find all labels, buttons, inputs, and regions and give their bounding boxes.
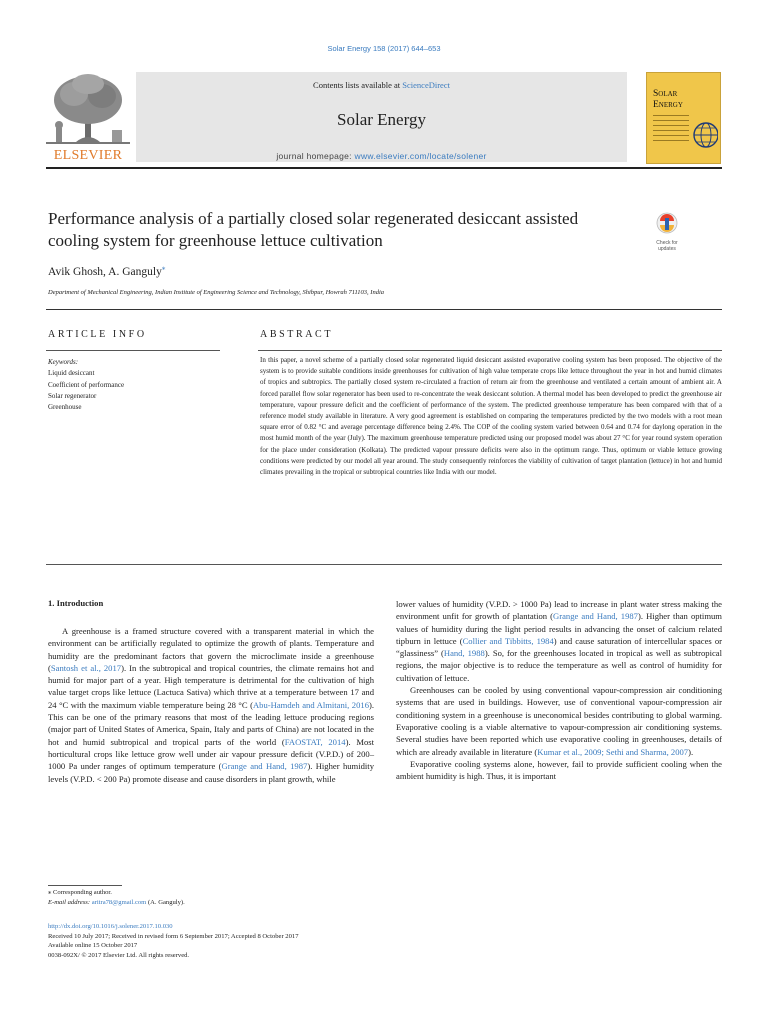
citation-link[interactable]: Kumar et al., 2009; Sethi and Sharma, 2007 (537, 746, 689, 757)
keyword-item: Liquid desiccant (48, 369, 95, 378)
citation-link[interactable]: Hand, 1988 (443, 648, 485, 659)
email-line (48, 898, 185, 908)
intro-paragraph-1 (48, 625, 374, 785)
body-text: A greenhouse is a framed structure covered with a transparent material in which the environment can be artificially regulated to optimize the growth of plants. Temperature and humidity are the predominant factors that govern the microclimate inside a greenhouse ( (48, 626, 374, 673)
citation-link[interactable]: Grange and Hand, 1987 (221, 761, 308, 772)
body-text: lower values of humidity (V.P.D. > 1000 Pa) lead to increase in plant water stress making the environment unfit for growth of plantation ( (396, 599, 722, 622)
citation-link[interactable]: Abu-Hamdeh and Almitani, 2016 (252, 699, 369, 710)
article-title: Performance analysis of a partially closed solar regenerated desiccant assisted cooling system for greenhouse lettuce cultivation (48, 209, 579, 250)
cover-text-lines (653, 115, 689, 145)
email-label: E-mail address: (48, 899, 92, 906)
header-divider (46, 167, 722, 169)
cover-title-line2: Energy (653, 100, 683, 110)
check-updates-line2: updates (658, 245, 676, 252)
abstract-text: In this paper, a novel scheme of a partially closed solar regenerated liquid desiccant assisted evaporative cooling system has been proposed. The objective of the system is to provide suitable conditions inside greenhouses for cultivation of high value temperate crops like lettuce throughout the year in hot and humid climates of tropics and subtropics. The partially closed system re-circulated a fraction of return air from the greenhouse and ventilated a certain amount of ambient air. A forced parallel flow solar regenerator has been used to re-concentrate the weak desiccant solution. A thermal model has been developed to predict the greenhouse air temperature, vapour pressure deficit and the coefficient of performance of the system. The predicted greenhouse temperature has been compared with that of a reference model study available in literature. A very good agreement is established on comparing the temperatures predicted by the two models with a root mean square error of 0.82 °C and average percentage difference being 2.4%. The COP of the cooling system varied between 0.64 and 0.74 for daylong operation in the most humid month of the year (July). The maximum greenhouse temperature predicted using our proposed model was about 27 °C for year round system operation for the place under consideration (Kolkata). The predicted vapour pressure deficits were also in the optimum range. Thus, optimum or viable lettuce growing conditions were predicted by our model all year around. The study consequently reinforces the viability of cultivation of target plantation (lettuce) in hot and humid climates prevailing in the tropical or subtropical countries like India with our model. (260, 356, 722, 477)
check-updates-label (652, 241, 682, 252)
email-suffix: (A. Ganguly). (146, 899, 185, 906)
intro-paragraph-3: Evaporative cooling systems alone, however, fail to provide sufficient cooling when the ambient humidity is high. Thus, it is important (396, 758, 722, 782)
elsevier-wordmark: ELSEVIER (53, 148, 123, 163)
corresponding-author-note: ⁎ Corresponding author. (48, 889, 112, 896)
sciencedirect-link[interactable]: ScienceDirect (402, 80, 450, 90)
homepage-prefix: journal homepage: (276, 151, 355, 161)
keyword-item: Solar regenerator (48, 391, 97, 400)
keyword-item: Greenhouse (48, 403, 82, 412)
cover-title (653, 89, 683, 111)
citation-link[interactable]: Collier and Tibbitts, 1984 (462, 635, 554, 646)
citation-link[interactable]: Santosh et al., 2017 (50, 662, 122, 673)
contents-line (136, 80, 627, 90)
keywords-block (48, 357, 124, 413)
homepage-link[interactable]: www.elsevier.com/locate/solener (354, 151, 487, 161)
body-text: ). This can be one of the primary reasons that most of the leading lettuce producing regions (major part of United States of America, Spain, Italy and parts of China) are not located in the hot and humid subtropical and tropical parts of the world ( (48, 699, 375, 747)
publication-info (48, 922, 299, 960)
doi-link[interactable]: http://dx.doi.org/10.1016/j.solener.2017.10.030 (48, 923, 173, 930)
contents-prefix: Contents lists available at (313, 80, 403, 90)
right-column (396, 598, 722, 782)
body-text: ). So, for the greenhouses located in tropical as well as subtropical regions, the major objective is to reduce the temperature as well as control of humidity for cultivation of lettuce. (396, 648, 722, 683)
footnote (48, 888, 185, 908)
journal-title: Solar Energy (337, 110, 426, 129)
title-divider (46, 309, 722, 310)
email-link[interactable]: aritra78@gmail.com (91, 899, 147, 906)
corresponding-author-mark[interactable]: ⁎ (161, 264, 166, 272)
check-updates-line1: Check for (656, 240, 678, 246)
keyword-item: Coefficient of performance (48, 380, 125, 389)
keywords-label: Keywords: (48, 358, 79, 366)
abstract-divider (258, 350, 722, 351)
footnote-divider (48, 885, 122, 886)
online-date: Available online 15 October 2017 (48, 942, 138, 950)
intro-paragraph-2 (396, 684, 722, 758)
body-text: ). Higher humidity levels (V.P.D. < 200 Pa) promote disease and cause disorders in plant growth, while (48, 761, 374, 784)
journal-cover-thumbnail[interactable] (646, 72, 721, 164)
journal-homepage-line (136, 151, 627, 161)
abstract-heading: ABSTRACT (260, 329, 334, 340)
body-text: ). In the subtropical and tropical countries, the climate remains hot and humid for major part of a year. High temperature is detrimental for the cultivation of high value target crops like lettuce (Lactuca Sativa) which thrive at a temperature between 17 and 24 °C with the maximum viable temperature being 28 °C ( (48, 662, 374, 710)
abstract-end-divider (46, 564, 722, 565)
article-info-heading: ARTICLE INFO (48, 329, 147, 340)
authors-text: Avik Ghosh, A. Ganguly (48, 265, 162, 278)
cover-title-line1: Solar (653, 89, 678, 99)
copyright: 0038-092X/ © 2017 Elsevier Ltd. All rights reserved. (48, 951, 190, 959)
author-affiliation: Department of Mechanical Engineering, Indian Institute of Engineering Science and Technology, Shibpur, Howrah 711103, India (48, 289, 385, 296)
citation-link[interactable]: FAOSTAT, 2014 (284, 736, 346, 747)
cover-globe-icon (692, 113, 718, 157)
body-text: Greenhouses can be cooled by using conventional vapour-compression air conditioning systems that are used in buildings. However, use of conventional vapour-compression air conditioning system in a greenhouse is uneconomical besides contributing to global warming. Evaporative cooling is a viable alternative to vapour-compression air conditioning systems. Several studies have been reported which use evaporative cooling in greenhouses, details of which are already available in literature ( (396, 685, 722, 757)
check-updates-icon (656, 212, 678, 236)
received-dates: Received 10 July 2017; Received in revised form 6 September 2017; Accepted 8 October 2017 (48, 932, 299, 940)
journal-citation[interactable]: Solar Energy 158 (2017) 644–653 (327, 44, 441, 53)
intro-paragraph-1-cont (396, 598, 722, 684)
body-text: ). (688, 746, 694, 757)
body-text: ) and cause saturation of intercellular spaces or “glassiness” ( (396, 635, 722, 659)
author-list (48, 264, 165, 278)
check-for-updates-button[interactable] (652, 212, 682, 250)
introduction-heading: 1. Introduction (48, 598, 104, 608)
citation-link[interactable]: Grange and Hand, 1987 (553, 611, 638, 622)
left-column (48, 625, 374, 785)
body-text: ). Higher than optimum values of humidity during the light period results in advancing the onset of calcium related tipburn in lettuce ( (396, 611, 722, 646)
article-info-divider (46, 350, 220, 351)
body-text: ). Most horticultural crops like lettuce grow well under air vapour pressure deficit (V.P.D.) of 200–1000 Pa under ranges of optimum temperature ( (48, 736, 374, 772)
